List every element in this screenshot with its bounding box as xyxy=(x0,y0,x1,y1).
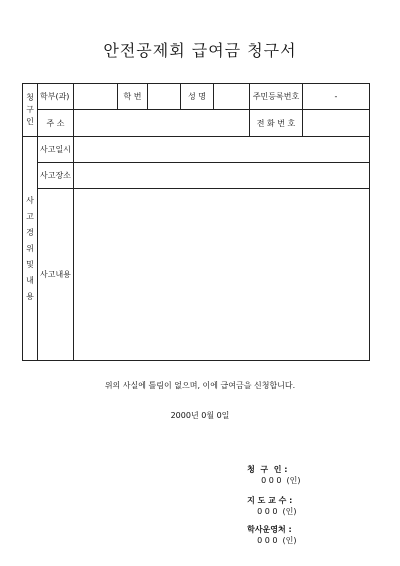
signature-advisor xyxy=(242,486,297,517)
table-row xyxy=(23,163,370,189)
signature-label: 학사운영처 : xyxy=(247,525,292,534)
accident-details-label: 사고내용 xyxy=(38,189,74,361)
phone-label: 전 화 번 호 xyxy=(250,110,303,137)
signature-label: 청 구 인 : xyxy=(247,465,288,474)
signature-value[interactable]: 0 0 0 (인) xyxy=(261,476,301,485)
document-title: 안전공제회 급여금 청구서 xyxy=(103,41,297,60)
name-label: 성 명 xyxy=(181,84,214,110)
student-id-label: 학 번 xyxy=(118,84,148,110)
student-id-field[interactable] xyxy=(148,84,181,110)
rrn-field[interactable]: - xyxy=(303,84,370,110)
phone-field[interactable] xyxy=(303,110,370,137)
address-label: 주 소 xyxy=(38,110,74,137)
accident-group-text: 사고경위 및 내용 xyxy=(26,195,34,301)
accident-group-label xyxy=(23,137,38,361)
signature-value[interactable]: 0 0 0 (인) xyxy=(257,507,297,516)
accident-datetime-label: 사고일시 xyxy=(38,137,74,163)
address-field[interactable] xyxy=(74,110,250,137)
claim-date: 2000년 0월 0일 xyxy=(170,411,230,420)
department-field[interactable] xyxy=(74,84,118,110)
table-row xyxy=(23,84,370,110)
rrn-label: 주민등록번호 xyxy=(250,84,303,110)
claim-form-table xyxy=(22,83,370,361)
accident-place-field[interactable] xyxy=(74,163,370,189)
table-row xyxy=(23,110,370,137)
table-row xyxy=(23,137,370,163)
claimant-group-label xyxy=(23,84,38,137)
accident-datetime-field[interactable] xyxy=(74,137,370,163)
accident-place-label: 사고장소 xyxy=(38,163,74,189)
declaration-text: 위의 사실에 틀림이 없으며, 이에 급여금을 신청합니다. xyxy=(104,381,296,390)
signature-office xyxy=(242,515,297,546)
signature-claimant xyxy=(242,455,301,486)
table-row xyxy=(23,189,370,361)
signature-value[interactable]: 0 0 0 (인) xyxy=(257,536,297,545)
claimant-group-text: 청구인 xyxy=(26,93,34,126)
name-field[interactable] xyxy=(214,84,250,110)
signature-label: 지 도 교 수 : xyxy=(247,496,293,505)
accident-details-field[interactable] xyxy=(74,189,370,361)
department-label: 학부(과) xyxy=(38,84,74,110)
